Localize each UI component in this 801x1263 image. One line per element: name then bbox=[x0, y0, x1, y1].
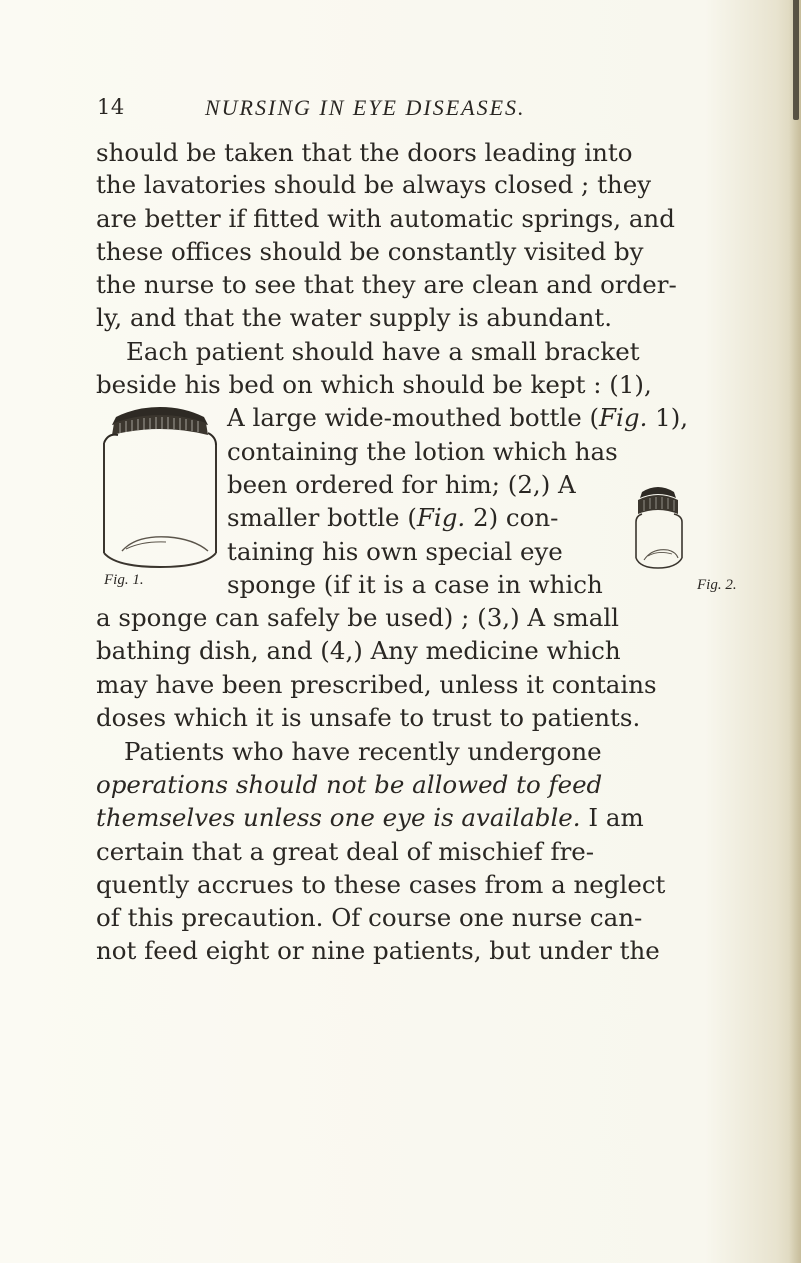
text-line: bathing dish, and (4,) Any medicine which bbox=[96, 636, 621, 665]
text-run: not feed eight or nine patients, but under the bbox=[96, 936, 660, 965]
figure-2-caption: Fig. 2. bbox=[697, 577, 737, 593]
text-line: the nurse to see that they are clean and order- bbox=[96, 270, 677, 299]
text-run: taining his own special eye bbox=[227, 537, 563, 566]
text-line bbox=[227, 570, 616, 600]
page-number: 14 bbox=[97, 95, 125, 119]
text-line: these offices should be constantly visited by bbox=[96, 237, 644, 266]
text-run: I am bbox=[580, 803, 644, 832]
text-run: been ordered for him; (2,) A bbox=[227, 470, 576, 499]
text-run: Patients who have recently undergone bbox=[124, 737, 602, 766]
running-head: NURSING IN EYE DISEASES. bbox=[205, 95, 526, 120]
text-line bbox=[124, 737, 714, 767]
page-edge-shadow bbox=[789, 0, 801, 1263]
text-run: 1), bbox=[647, 403, 689, 432]
text-run: A large wide-mouthed bottle ( bbox=[227, 403, 600, 432]
text-line bbox=[96, 837, 686, 867]
text-run: of this precaution. Of course one nurse can- bbox=[96, 903, 643, 932]
wide-mouthed-bottle-icon bbox=[96, 403, 224, 571]
text-line: beside his bed on which should be kept : (1), bbox=[96, 370, 652, 399]
text-line: ly, and that the water supply is abundant. bbox=[96, 303, 612, 332]
italic-text: Fig. bbox=[599, 403, 648, 432]
italic-text: Fig. bbox=[416, 503, 466, 532]
text-line bbox=[227, 437, 682, 467]
page-header bbox=[97, 95, 687, 129]
figure-1-caption: Fig. 1. bbox=[104, 572, 144, 588]
text-line: Each patient should have a small bracket bbox=[126, 337, 640, 366]
text-line bbox=[227, 470, 616, 500]
italic-text: operations should not be allowed to feed bbox=[96, 770, 603, 799]
text-line bbox=[227, 503, 616, 533]
text-line bbox=[96, 870, 686, 900]
text-line bbox=[227, 537, 616, 567]
text-line: should be taken that the doors leading into bbox=[96, 138, 633, 167]
text-line bbox=[96, 803, 686, 833]
text-run: containing the lotion which has bbox=[227, 437, 618, 466]
text-line bbox=[96, 770, 686, 800]
text-line bbox=[227, 403, 689, 433]
text-line bbox=[96, 903, 686, 933]
text-run: certain that a great deal of mischief fre- bbox=[96, 837, 595, 866]
small-bottle-icon bbox=[628, 478, 688, 572]
italic-text: themselves unless one eye is available. bbox=[96, 803, 581, 832]
text-run: smaller bottle ( bbox=[227, 503, 417, 532]
text-line: doses which it is unsafe to trust to patients. bbox=[96, 703, 641, 732]
page-edge-mark bbox=[793, 0, 799, 120]
text-run: 2) con- bbox=[465, 503, 559, 532]
text-line: may have been prescribed, unless it contains bbox=[96, 670, 657, 699]
text-line: the lavatories should be always closed ; they bbox=[96, 170, 652, 199]
text-line: a sponge can safely be used) ; (3,) A small bbox=[96, 603, 619, 632]
text-line bbox=[96, 936, 686, 966]
text-run: quently accrues to these cases from a neglect bbox=[96, 870, 666, 899]
text-run: sponge (if it is a case in which bbox=[227, 570, 603, 599]
text-line: are better if fitted with automatic springs, and bbox=[96, 204, 675, 233]
